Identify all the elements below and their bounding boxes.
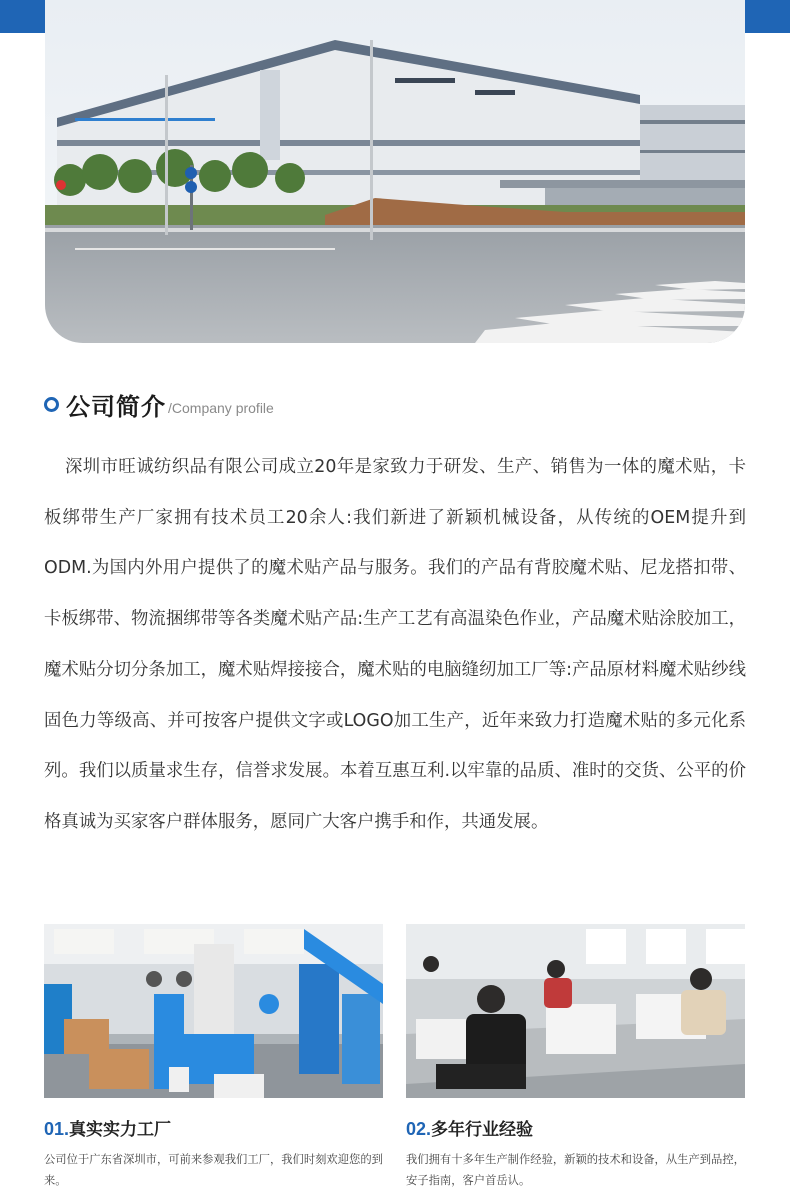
- card-title: 真实实力工厂: [69, 1120, 172, 1140]
- ring-bullet-icon: [44, 397, 59, 412]
- sewing-workshop-photo: [406, 924, 745, 1098]
- section-subtitle: /Company profile: [168, 400, 274, 416]
- card-description: 公司位于广东省深圳市，可前来参观我们工厂，我们时刻欢迎您的到来。: [44, 1153, 383, 1187]
- hero-factory-photo: [45, 0, 745, 343]
- card-description: 我们拥有十多年生产制作经验，新颖的技术和设备，从生产到品控，安子指南，客户首岳认。: [406, 1153, 745, 1187]
- section-title: 公司简介: [66, 392, 166, 421]
- feature-card-experience: [406, 924, 745, 1191]
- corner-accent-right: [745, 0, 790, 33]
- section-header: [44, 386, 274, 422]
- corner-accent-left: [0, 0, 45, 33]
- card-number: 01.: [44, 1119, 70, 1139]
- card-number: 02.: [406, 1119, 432, 1139]
- card-heading: [406, 1115, 745, 1140]
- card-heading: [44, 1115, 383, 1140]
- feature-card-factory: [44, 924, 383, 1191]
- factory-machinery-photo: [44, 924, 383, 1098]
- company-intro-text: 深圳市旺诚纺织品有限公司成立20年是家致力于研发、生产、销售为一体的魔术贴，卡板绑带生产厂家拥有技术员工20余人:我们新进了新颖机械设备，从传统的OEM提升到ODM.为国内外用户提供了的魔术贴产品与服务。我们的产品有背胶魔术贴、尼龙搭扣带、卡板绑带、物流捆绑带等各类魔术贴产品:生产工艺有高温染色作业，产品魔术贴涂胶加工，魔术贴分切分条加工，魔术贴焊接接合，魔术贴的电脑缝纫加工厂等:产品原材料魔术贴纱线固色力等级高、并可按客户提供文字或LOGO加工生产，近年来致力打造魔术贴的多元化系列。我们以质量求生存，信誉求发展。本着互惠互利.以牢靠的品质、准时的交货、公平的价格真诚为买家客户群体服务，愿同广大客户携手和作，共通发展。: [44, 457, 746, 832]
- card-title: 多年行业经验: [431, 1120, 534, 1140]
